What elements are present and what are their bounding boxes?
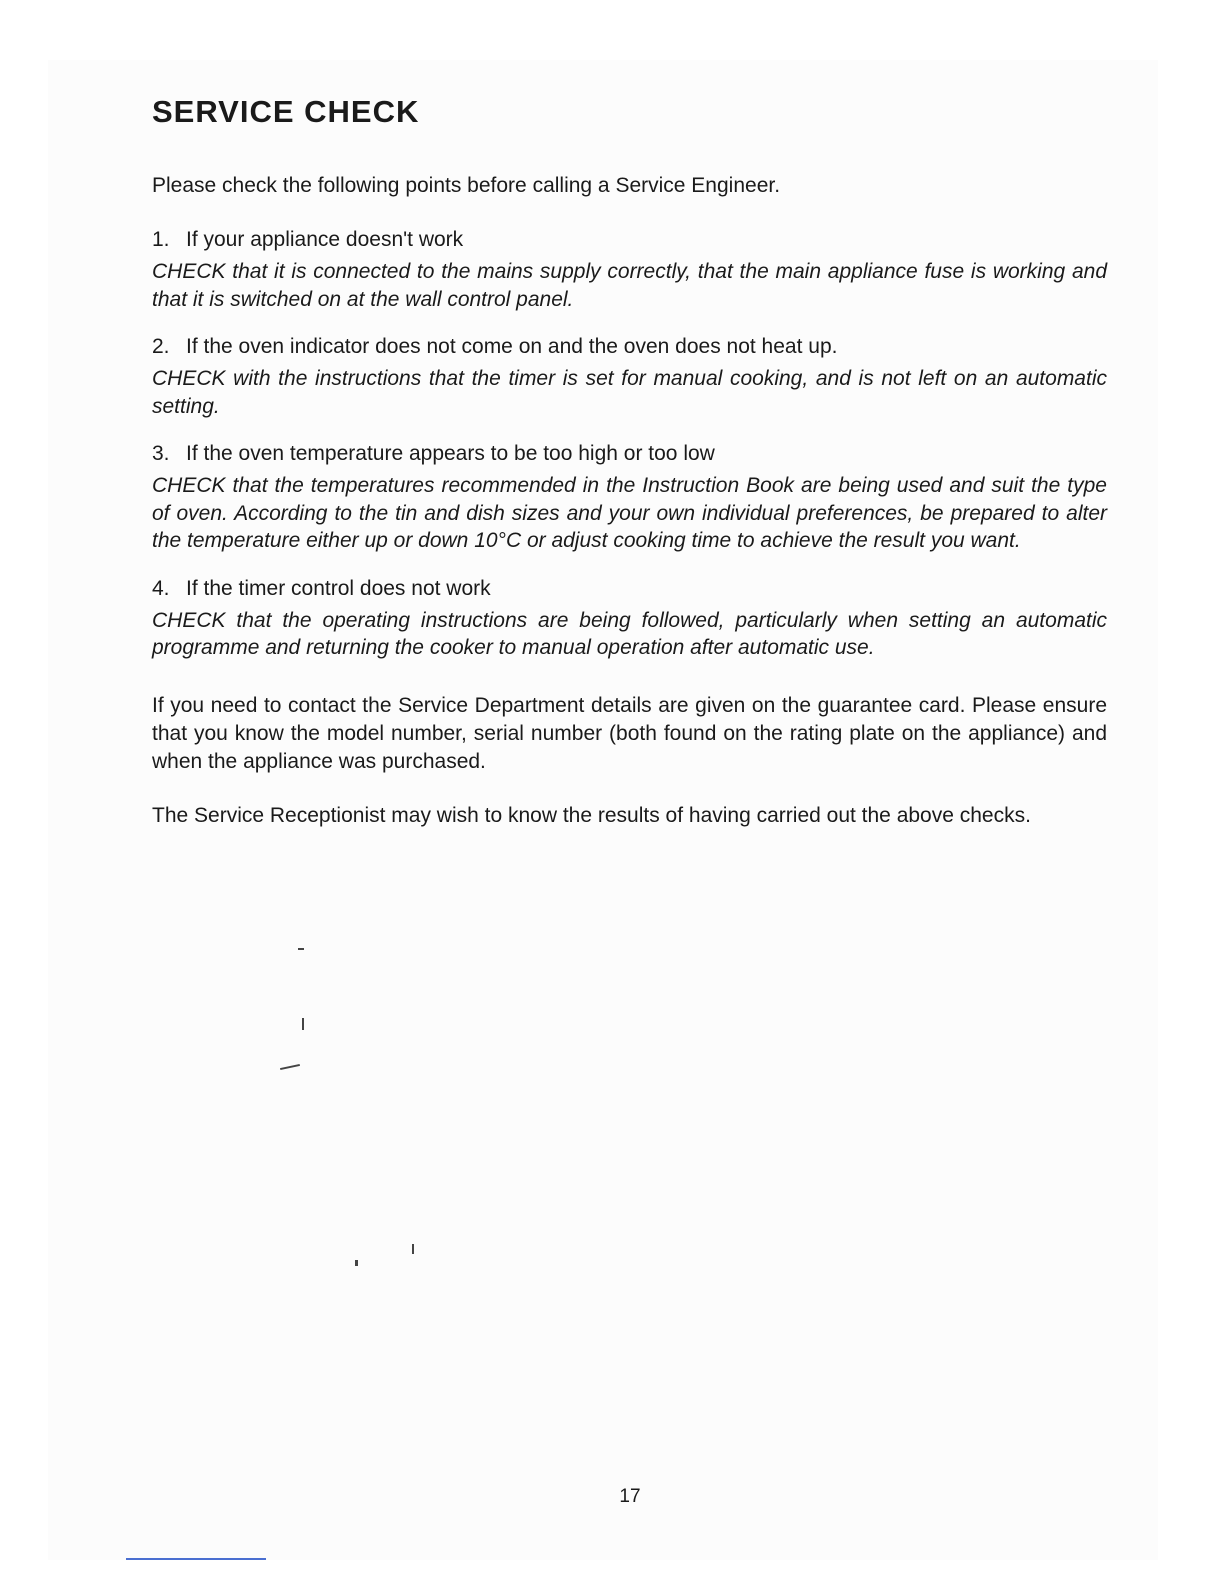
check-item-heading — [152, 333, 1107, 361]
check-item-body: CHECK that it is connected to the mains supply correctly, that the main appliance fuse is working and that it is switched on at the wall control panel. — [152, 260, 1107, 311]
check-item-body: CHECK that the temperatures recommended in the Instruction Book are being used and suit the type of oven. According to the tin and dish sizes and your own individual preferences, be prepared to alter the temperature either up or down 10°C or adjust cooking time to achieve the result you want. — [152, 474, 1107, 552]
scan-speck — [298, 948, 304, 950]
check-item-1 — [152, 226, 1107, 313]
check-item-heading — [152, 440, 1107, 468]
check-item-2 — [152, 333, 1107, 420]
document-body — [152, 92, 1107, 856]
check-item-body: CHECK that the operating instructions are being followed, particularly when setting an automatic programme and returning the cooker to manual operation after automatic use. — [152, 608, 1107, 659]
page-title: SERVICE CHECK — [152, 94, 420, 129]
check-item-heading-text: If your appliance doesn't work — [186, 228, 464, 251]
check-item-heading — [152, 226, 1107, 254]
scan-speck — [302, 1018, 304, 1030]
check-item-number: 4. — [152, 576, 170, 600]
check-item-heading-text: If the oven temperature appears to be too high or too low — [186, 442, 715, 465]
scan-speck — [412, 1244, 414, 1254]
intro-text: Please check the following points before calling a Service Engineer. — [152, 174, 781, 197]
receptionist-paragraph: The Service Receptionist may wish to know the results of having carried out the above checks. — [152, 803, 1031, 827]
check-item-3 — [152, 440, 1107, 555]
check-item-heading-text: If the oven indicator does not come on and the oven does not heat up. — [186, 335, 838, 358]
check-item-number: 3. — [152, 442, 170, 465]
check-item-heading — [152, 575, 1107, 603]
scan-speck — [355, 1260, 358, 1266]
check-item-number: 2. — [152, 335, 170, 358]
check-item-4 — [152, 575, 1107, 662]
check-item-number: 1. — [152, 228, 170, 251]
page-edge-line — [126, 1558, 266, 1560]
contact-paragraph: If you need to contact the Service Department details are given on the guarantee card. Please ensure that you know the model number, serial number (both found on the rating plate on the appliance) and when the appliance was purchased. — [152, 693, 1107, 773]
check-item-body: CHECK with the instructions that the timer is set for manual cooking, and is not left on an automatic setting. — [152, 367, 1107, 418]
check-item-heading-text: If the timer control does not work — [186, 576, 491, 600]
page-number: 17 — [619, 1486, 641, 1507]
